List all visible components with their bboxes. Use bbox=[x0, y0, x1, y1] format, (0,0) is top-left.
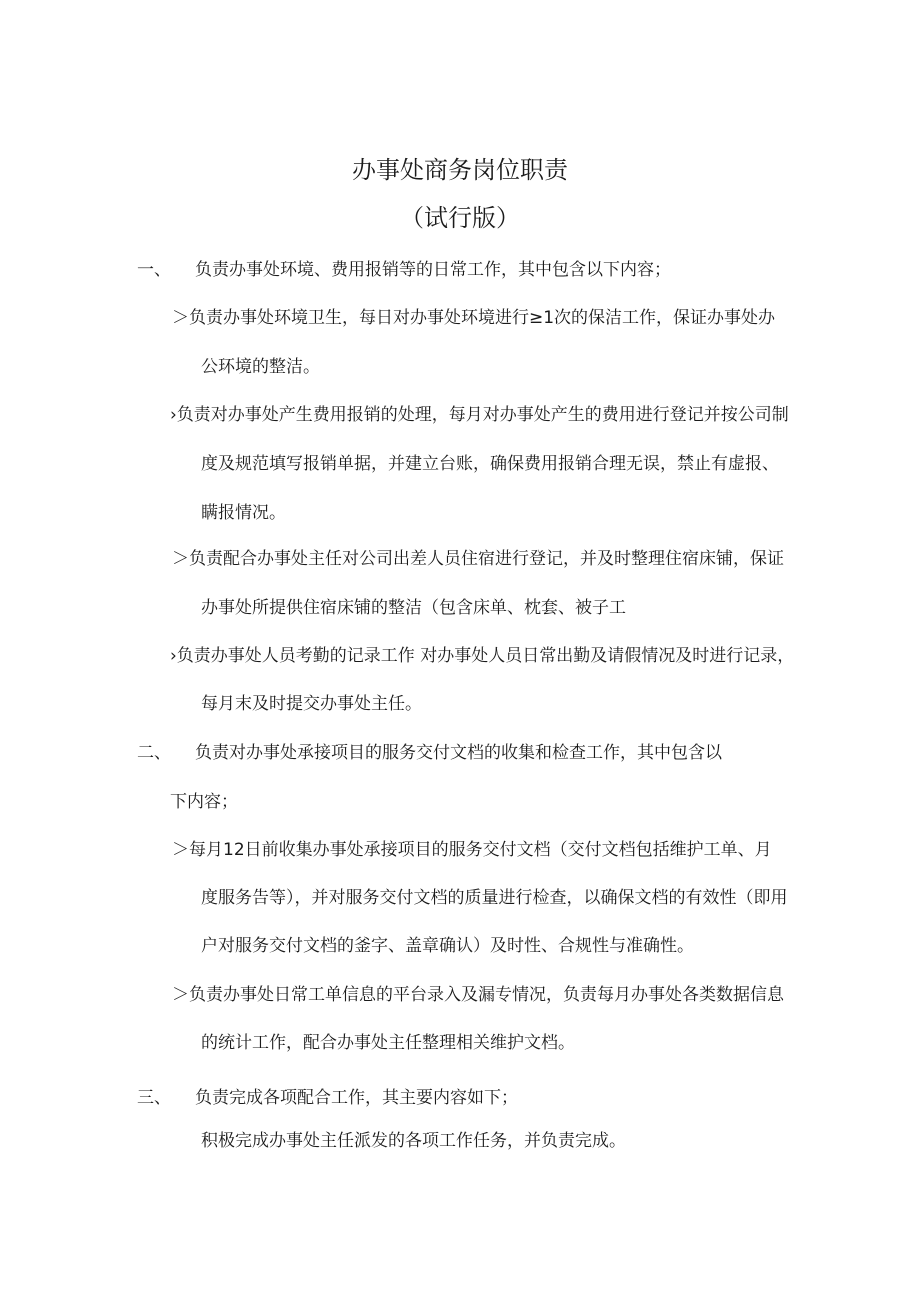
section-1-number: 一、 bbox=[137, 260, 171, 280]
section-1-item-1-line-1: ＞负责办事处环境卫生，每日对办事处环境进行≥1次的保洁工作，保证办事处办 bbox=[172, 308, 776, 328]
section-1-item-4-line-2: 每月末及时提交办事处主任。 bbox=[201, 694, 422, 714]
section-2-item-1-line-3: 户对服务交付文档的釜字、盖章确认）及时性、合规性与准确性。 bbox=[201, 936, 694, 956]
document-subtitle: （试行版） bbox=[400, 204, 520, 232]
section-2-item-2-line-1: ＞负责办事处日常工单信息的平台录入及漏专情况，负责每月办事处各类数据信息 bbox=[172, 985, 784, 1005]
section-1-item-3-line-2: 办事处所提供住宿床铺的整洁（包含床单、枕套、被子工 bbox=[201, 598, 626, 618]
section-1-item-2-line-2: 度及规范填写报销单据，并建立台账，确保费用报销合理无误，禁止有虚报、 bbox=[201, 454, 779, 474]
section-1-item-2-line-1: ›负责对办事处产生费用报销的处理，每月对办事处产生的费用进行登记并按公司制 bbox=[170, 405, 789, 425]
section-3-line-1: 积极完成办事处主任派发的各项工作任务，并负责完成。 bbox=[201, 1131, 626, 1151]
section-2-heading: 负责对办事处承接项目的服务交付文档的收集和检查工作，其中包含以 bbox=[195, 743, 722, 763]
section-3-number: 三、 bbox=[137, 1088, 171, 1108]
section-1-item-1-line-2: 公环境的整洁。 bbox=[201, 357, 320, 377]
section-3-heading: 负责完成各项配合工作，其主要内容如下； bbox=[195, 1088, 518, 1108]
section-1-item-3-line-1: ＞负责配合办事处主任对公司出差人员住宿进行登记，并及时整理住宿床铺，保证 bbox=[172, 549, 784, 569]
section-2-item-1-line-2: 度服务告等），并对服务交付文档的质量进行检查，以确保文档的有效性（即用 bbox=[201, 888, 788, 908]
section-2-heading-continued: 下内容； bbox=[170, 792, 238, 812]
section-1-heading: 负责办事处环境、费用报销等的日常工作，其中包含以下内容； bbox=[195, 260, 671, 280]
section-2-number: 二、 bbox=[137, 743, 171, 763]
document-title: 办事处商务岗位职责 bbox=[352, 156, 568, 184]
section-1-item-4-line-1: ›负责办事处人员考勤的记录工作 对办事处人员日常出勤及请假情况及时进行记录， bbox=[170, 646, 795, 666]
section-2-item-1-line-1: ＞每月12日前收集办事处承接项目的服务交付文档（交付文档包括维护工单、月 bbox=[172, 840, 772, 860]
section-1-item-2-line-3: 瞒报情况。 bbox=[201, 503, 286, 523]
section-2-item-2-line-2: 的统计工作，配合办事处主任整理相关维护文档。 bbox=[201, 1033, 575, 1053]
